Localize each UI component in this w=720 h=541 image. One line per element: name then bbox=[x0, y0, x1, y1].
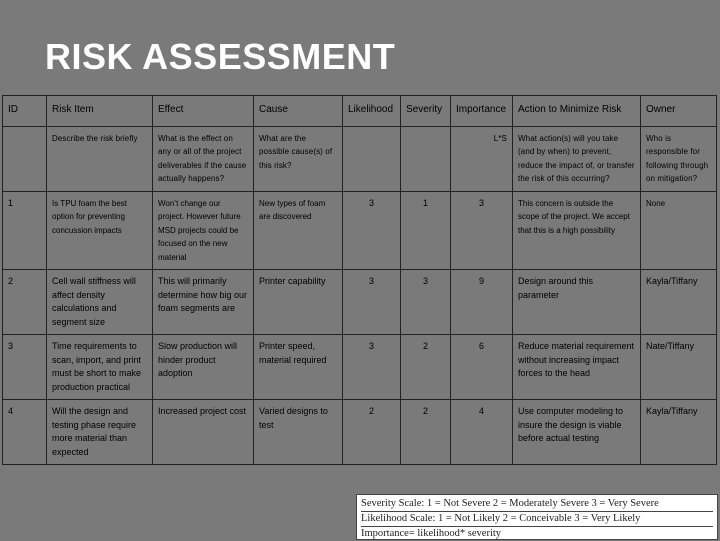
table-cell: 2 bbox=[401, 400, 451, 465]
table-cell: Won’t change our project. However future MSD projects could be focused on the new material bbox=[153, 191, 254, 270]
table-cell: Is TPU foam the best option for preventing concussion impacts bbox=[47, 191, 153, 270]
risk-table bbox=[2, 95, 717, 465]
table-cell: Increased project cost bbox=[153, 400, 254, 465]
table-cell: Slow production will hinder product adoption bbox=[153, 335, 254, 400]
table-cell: What is the effect on any or all of the project deliverables if the cause actually happens? bbox=[153, 126, 254, 191]
table-cell: Varied designs to test bbox=[254, 400, 343, 465]
table-cell: 3 bbox=[401, 270, 451, 335]
table-cell: This concern is outside the scope of the project. We accept that this is a high possibility bbox=[513, 191, 641, 270]
column-header-cause: Cause bbox=[254, 96, 343, 127]
table-cell: 3 bbox=[343, 335, 401, 400]
table-cell: Time requirements to scan, import, and print must be short to make production practical bbox=[47, 335, 153, 400]
table-cell bbox=[343, 126, 401, 191]
table-row bbox=[3, 335, 717, 400]
table-cell: 4 bbox=[451, 400, 513, 465]
table-cell: 3 bbox=[343, 270, 401, 335]
table-cell: This will primarily determine how big our foam segments are bbox=[153, 270, 254, 335]
table-cell: 1 bbox=[401, 191, 451, 270]
table-header-row bbox=[3, 96, 717, 127]
column-header-likelihood: Likelihood bbox=[343, 96, 401, 127]
table-cell: 6 bbox=[451, 335, 513, 400]
table-cell: Use computer modeling to insure the design is viable before actual testing bbox=[513, 400, 641, 465]
table-cell bbox=[401, 126, 451, 191]
table-cell: 9 bbox=[451, 270, 513, 335]
column-header-effect: Effect bbox=[153, 96, 254, 127]
table-cell: Cell wall stiffness will affect density calculations and segment size bbox=[47, 270, 153, 335]
table-cell: 3 bbox=[451, 191, 513, 270]
table-cell: New types of foam are discovered bbox=[254, 191, 343, 270]
table-cell: 2 bbox=[401, 335, 451, 400]
table-cell: 4 bbox=[3, 400, 47, 465]
scale-legend bbox=[356, 494, 718, 540]
table-cell: 1 bbox=[3, 191, 47, 270]
table-cell bbox=[3, 126, 47, 191]
column-header-severity: Severity bbox=[401, 96, 451, 127]
table-row bbox=[3, 400, 717, 465]
table-cell: 3 bbox=[3, 335, 47, 400]
importance-formula-text: Importance= likelihood* severity bbox=[361, 528, 502, 539]
table-cell: None bbox=[641, 191, 717, 270]
table-cell: L*S bbox=[451, 126, 513, 191]
table-cell: Kayla/Tiffany bbox=[641, 270, 717, 335]
table-cell: 3 bbox=[343, 191, 401, 270]
table-row bbox=[3, 270, 717, 335]
column-header-id: ID bbox=[3, 96, 47, 127]
table-cell: Who is responsible for following through on mitigation? bbox=[641, 126, 717, 191]
severity-scale-text: Severity Scale: 1 = Not Severe 2 = Moderately Severe 3 = Very Severe bbox=[361, 497, 713, 512]
table-cell: 2 bbox=[3, 270, 47, 335]
table-cell: Printer speed, material required bbox=[254, 335, 343, 400]
table-row bbox=[3, 191, 717, 270]
table-cell: Design around this parameter bbox=[513, 270, 641, 335]
table-cell: Printer capability bbox=[254, 270, 343, 335]
table-cell: Describe the risk briefly bbox=[47, 126, 153, 191]
table-cell: 2 bbox=[343, 400, 401, 465]
table-cell: Reduce material requirement without increasing impact forces to the head bbox=[513, 335, 641, 400]
table-cell: What are the possible cause(s) of this risk? bbox=[254, 126, 343, 191]
description-row bbox=[3, 126, 717, 191]
column-header-owner: Owner bbox=[641, 96, 717, 127]
column-header-importance: Importance bbox=[451, 96, 513, 127]
table-cell: Kayla/Tiffany bbox=[641, 400, 717, 465]
column-header-risk-item: Risk Item bbox=[47, 96, 153, 127]
table-cell: Will the design and testing phase require more material than expected bbox=[47, 400, 153, 465]
page-title: RISK ASSESSMENT bbox=[45, 36, 396, 77]
likelihood-scale-text: Likelihood Scale: 1 = Not Likely 2 = Conceivable 3 = Very Likely bbox=[361, 512, 713, 527]
table-cell: What action(s) will you take (and by when) to prevent, reduce the impact of, or transfer the risk of this occurring? bbox=[513, 126, 641, 191]
column-header-action: Action to Minimize Risk bbox=[513, 96, 641, 127]
table-cell: Nate/Tiffany bbox=[641, 335, 717, 400]
